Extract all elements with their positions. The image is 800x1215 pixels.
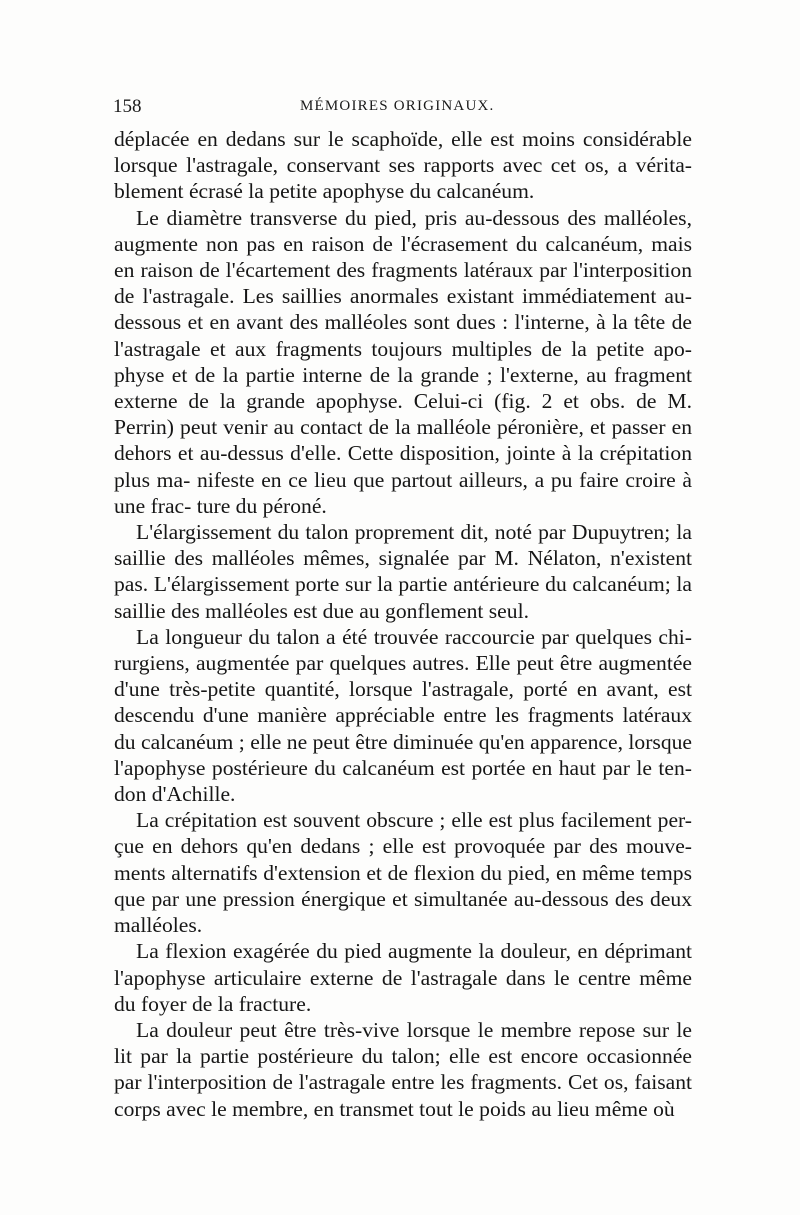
paragraph: L'élargissement du talon proprement dit, noté par Dupuytren; la saillie des malléoles mêmes, signalée par M. Nélaton, n'existent pas. L'élargissement porte sur la partie antérieure du calcanéum; la saillie des malléoles est due au gonflement seul. [114,520,692,623]
paragraph: déplacée en dedans sur le scaphoïde, elle est moins considérable lorsque l'astragale, conservant ses rapports avec cet os, a vérita- blement écrasé la petite apophyse du calcanéum. [114,127,692,204]
page-number: 158 [113,96,142,117]
running-header [113,96,688,120]
running-title: MÉMOIRES ORIGINAUX. [300,98,495,114]
paragraph: La douleur peut être très-vive lorsque le membre repose sur le lit par la partie postérieure du talon; elle est encore occasionnée par l'interposition de l'astragale entre les fragments. Cet os, faisant corps avec le membre, en transmet tout le poids au lieu même où [114,1017,692,1121]
paragraph: La crépitation est souvent obscure ; elle est plus facilement per- çue en dehors qu'en dedans ; elle est provoquée par des mouve- ments alternatifs d'extension et de flexion du pied, en même temps que par une pression énergique et simultanée au-dessous des deux malléoles. [114,808,692,938]
paragraph: La flexion exagérée du pied augmente la douleur, en déprimant l'apophyse articulaire externe de l'astragale dans le centre même du foyer de la fracture. [114,939,692,1016]
paragraph: La longueur du talon a été trouvée raccourcie par quelques chi- rurgiens, augmentée par quelques autres. Elle peut être augmentée d'une très-petite quantité, lorsque l'astragale, porté en avant, est descendu d'une manière appréciable entre les fragments latéraux du calcanéum ; elle ne peut être diminuée qu'en apparence, lorsque l'apophyse postérieure du calcanéum est portée en haut par le ten- don d'Achille. [114,624,692,807]
body-text [114,126,692,1122]
paragraph: Le diamètre transverse du pied, pris au-dessous des malléoles, augmente non pas en raison de l'écrasement du calcanéum, mais en raison de l'écartement des fragments latéraux par l'interposition de l'astragale. Les saillies anormales existant immédiatement au- dessous et en avant des malléoles sont dues : l'interne, à la tête de l'astragale et aux fragments toujours multiples de la petite apo- physe et de la partie interne de la grande ; l'externe, au fragment externe de la grande apophyse. Celui-ci (fig. 2 et obs. de M. Perrin) peut venir au contact de la malléole péronière, et passer en dehors et au-dessus d'elle. Cette disposition, jointe à la crépitation plus ma- nifeste en ce lieu que partout ailleurs, a pu faire croire à une frac- ture du péroné. [114,205,692,518]
